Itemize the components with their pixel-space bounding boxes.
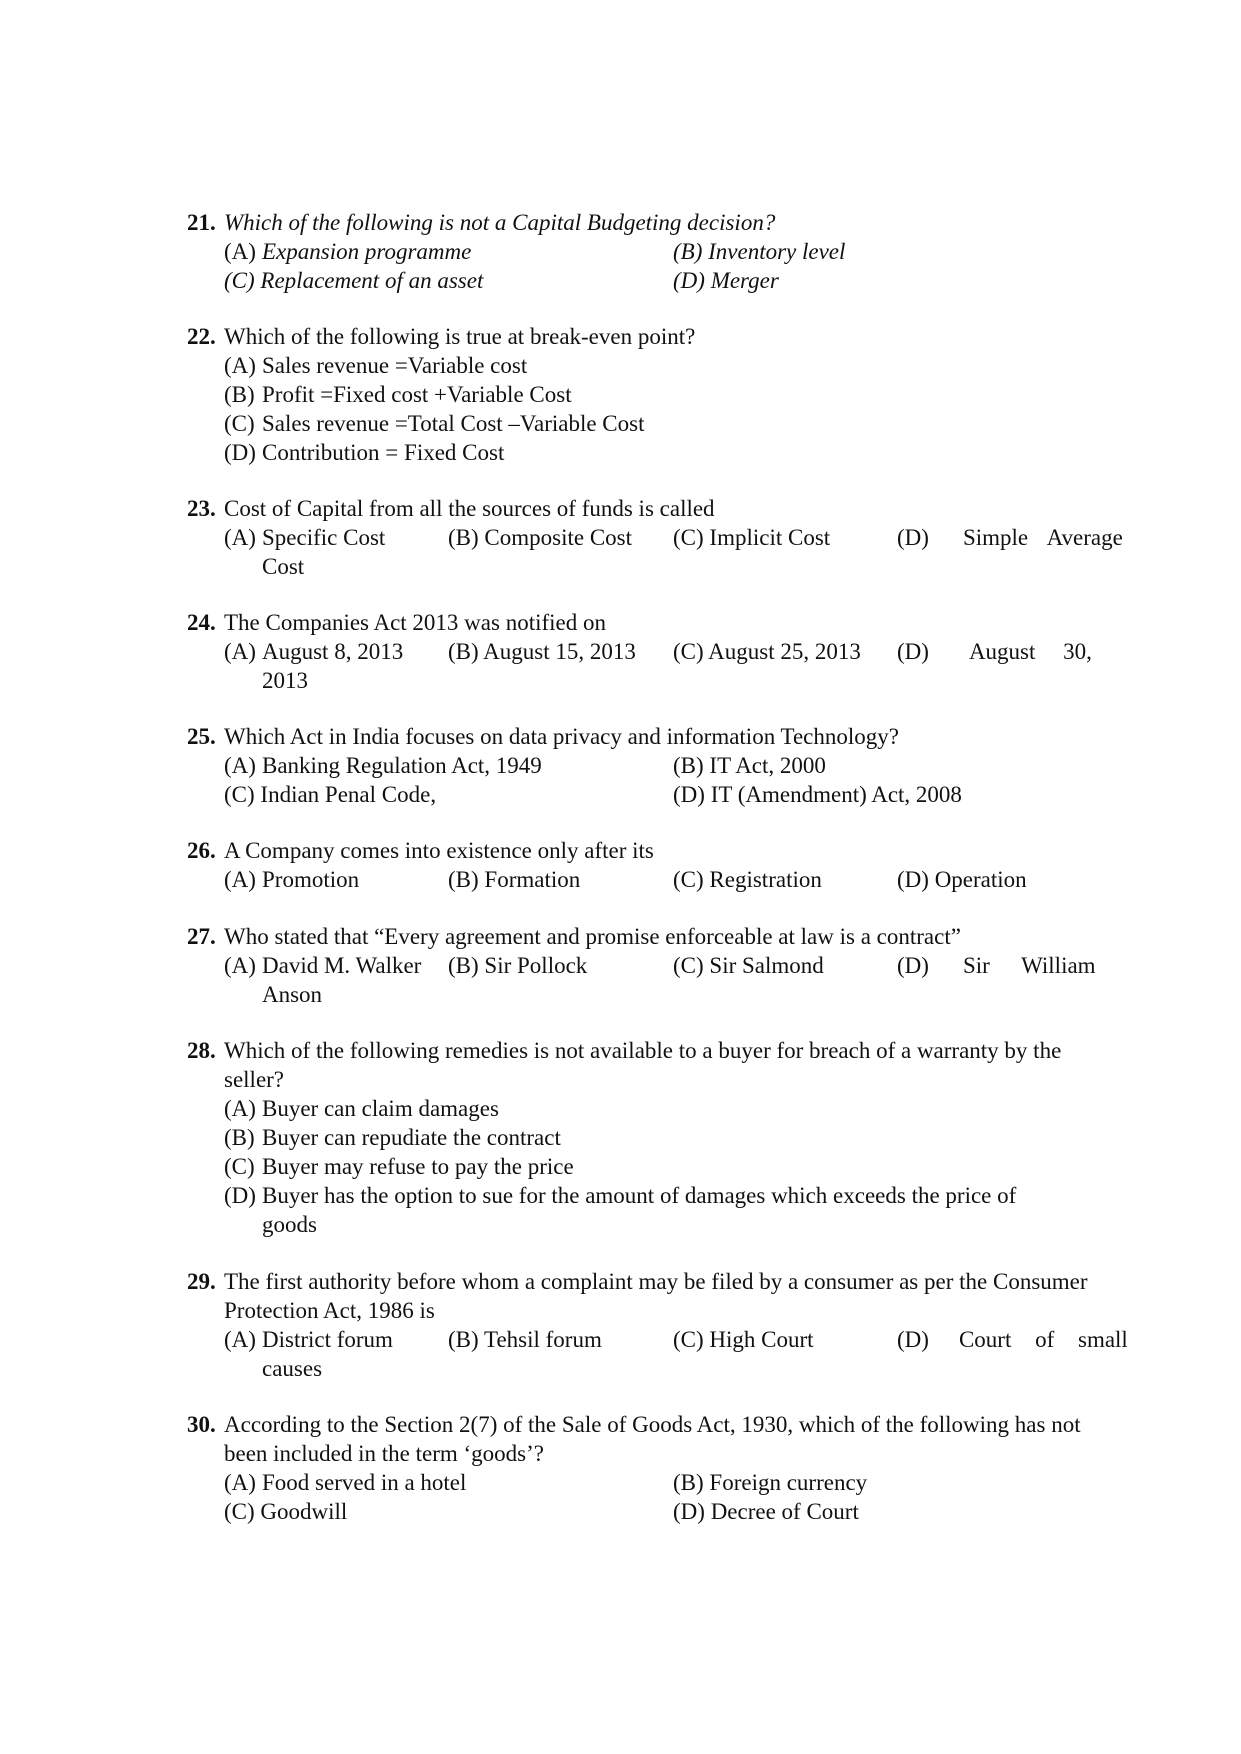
question-stem: Which of the following remedies is not available to a buyer for breach of a warranty by the seller? bbox=[224, 1038, 1062, 1092]
option-text: August 25, 2013 bbox=[708, 639, 861, 664]
option-label: (A) bbox=[224, 239, 256, 264]
option-label: (C) bbox=[224, 1499, 255, 1524]
option bbox=[673, 780, 962, 809]
option-text: Simple Average bbox=[962, 525, 1123, 550]
option-text: August 30, bbox=[968, 639, 1092, 664]
option-label: (A) bbox=[224, 525, 256, 550]
option-label: (B) bbox=[448, 1327, 479, 1352]
option-label: (D) bbox=[897, 639, 929, 664]
option-label: (D) bbox=[673, 268, 705, 293]
option-label: (A) bbox=[224, 639, 256, 664]
option bbox=[897, 637, 1092, 666]
question-number: 29. bbox=[187, 1269, 216, 1294]
option bbox=[673, 865, 822, 894]
option-label: (A) bbox=[224, 353, 256, 378]
question-number: 22. bbox=[187, 324, 216, 349]
option-label: (A) bbox=[224, 1096, 256, 1121]
option-text: Foreign currency bbox=[709, 1470, 868, 1495]
option-label: (B) bbox=[448, 867, 479, 892]
option-text: District forum bbox=[262, 1327, 393, 1352]
option-label: (B) bbox=[448, 525, 479, 550]
option-label: (B) bbox=[224, 382, 255, 407]
option-label: (A) bbox=[224, 1327, 256, 1352]
option-label: (B) bbox=[673, 1470, 704, 1495]
option-text: High Court bbox=[709, 1327, 814, 1352]
option-text: Court of small bbox=[958, 1327, 1128, 1352]
option bbox=[897, 523, 1123, 552]
option-text: Tehsil forum bbox=[484, 1327, 602, 1352]
option-continuation: Anson bbox=[262, 982, 323, 1007]
option-text: Buyer can claim damages bbox=[262, 1096, 499, 1121]
option-text: Indian Penal Code, bbox=[260, 782, 437, 807]
question-stem: The first authority before whom a complaint may be filed by a consumer as per the Consumer Protection Act, 1986 is bbox=[224, 1269, 1088, 1323]
option-label: (C) bbox=[224, 782, 255, 807]
option-continuation: 2013 bbox=[262, 668, 308, 693]
option-text: Promotion bbox=[262, 867, 360, 892]
option-label: (D) bbox=[897, 867, 929, 892]
option-text: Composite Cost bbox=[484, 525, 633, 550]
question-stem: According to the Section 2(7) of the Sale of Goods Act, 1930, which of the following has not been included in the term ‘goods’? bbox=[224, 1412, 1081, 1466]
option bbox=[897, 1325, 1128, 1354]
question-stem: Which of the following is not a Capital Budgeting decision? bbox=[224, 210, 776, 235]
option-text: Sales revenue =Variable cost bbox=[262, 353, 528, 378]
option bbox=[897, 865, 1027, 894]
question-stem: Cost of Capital from all the sources of funds is called bbox=[224, 496, 715, 521]
option-text: August 15, 2013 bbox=[483, 639, 636, 664]
question-number: 24. bbox=[187, 610, 216, 635]
option-label: (C) bbox=[673, 953, 704, 978]
option-text: Replacement of an asset bbox=[260, 268, 484, 293]
option-text: Sales revenue =Total Cost –Variable Cost bbox=[262, 411, 645, 436]
option bbox=[448, 951, 587, 980]
option bbox=[673, 1468, 867, 1497]
question-stem: Which of the following is true at break-even point? bbox=[224, 324, 696, 349]
option bbox=[224, 266, 483, 295]
option-text: Buyer can repudiate the contract bbox=[262, 1125, 561, 1150]
option-label: (D) bbox=[673, 1499, 705, 1524]
option-text: Sir Pollock bbox=[484, 953, 588, 978]
option bbox=[224, 780, 436, 809]
option bbox=[673, 637, 861, 666]
option bbox=[897, 951, 1096, 980]
option-label: (C) bbox=[673, 867, 704, 892]
option bbox=[673, 237, 845, 266]
option-label: (A) bbox=[224, 1470, 256, 1495]
option-label: (C) bbox=[224, 411, 255, 436]
option-continuation: Cost bbox=[262, 554, 305, 579]
option-label: (B) bbox=[673, 753, 704, 778]
option bbox=[448, 865, 580, 894]
option-label: (D) bbox=[224, 440, 256, 465]
option-text: Profit =Fixed cost +Variable Cost bbox=[262, 382, 572, 407]
question-stem: A Company comes into existence only after its bbox=[224, 838, 654, 863]
option-text: Formation bbox=[484, 867, 581, 892]
option-text: Specific Cost bbox=[262, 525, 386, 550]
option-text: Operation bbox=[934, 867, 1027, 892]
option-label: (C) bbox=[673, 525, 704, 550]
option-text: Contribution = Fixed Cost bbox=[262, 440, 505, 465]
option-text: Registration bbox=[709, 867, 822, 892]
option-label: (B) bbox=[448, 639, 479, 664]
question-number: 27. bbox=[187, 924, 216, 949]
option-text: Sir Salmond bbox=[709, 953, 824, 978]
option bbox=[224, 1497, 347, 1526]
option-label: (B) bbox=[448, 953, 479, 978]
option-label: (B) bbox=[673, 239, 703, 264]
option-continuation: causes bbox=[262, 1356, 323, 1381]
option-text: Goodwill bbox=[260, 1499, 348, 1524]
option-text: August 8, 2013 bbox=[262, 639, 404, 664]
question-number: 21. bbox=[187, 210, 216, 235]
option-text: Merger bbox=[710, 268, 779, 293]
option-text: David M. Walker bbox=[262, 953, 422, 978]
option-label: (C) bbox=[224, 1154, 255, 1179]
option bbox=[673, 751, 826, 780]
option-label: (D) bbox=[224, 1183, 256, 1208]
option-text: IT Act, 2000 bbox=[709, 753, 826, 778]
option bbox=[673, 951, 824, 980]
option-label: (C) bbox=[224, 268, 255, 293]
option-label: (D) bbox=[897, 953, 929, 978]
option bbox=[448, 523, 632, 552]
question-number: 28. bbox=[187, 1038, 216, 1063]
question-stem: Which Act in India focuses on data privacy and information Technology? bbox=[224, 724, 899, 749]
option bbox=[673, 266, 779, 295]
option-text: Sir William bbox=[962, 953, 1096, 978]
option-text: Implicit Cost bbox=[709, 525, 831, 550]
option-text: IT (Amendment) Act, 2008 bbox=[710, 782, 962, 807]
option-label: (D) bbox=[897, 1327, 929, 1352]
option-label: (B) bbox=[224, 1125, 255, 1150]
option-label: (A) bbox=[224, 753, 256, 778]
option bbox=[448, 637, 636, 666]
option-label: (C) bbox=[673, 1327, 704, 1352]
option-text: Banking Regulation Act, 1949 bbox=[262, 753, 542, 778]
option bbox=[448, 1325, 602, 1354]
question-number: 25. bbox=[187, 724, 216, 749]
option-label: (A) bbox=[224, 867, 256, 892]
option-text: Food served in a hotel bbox=[262, 1470, 467, 1495]
question-stem: Who stated that “Every agreement and promise enforceable at law is a contract” bbox=[224, 924, 961, 949]
option-text: Expansion programme bbox=[262, 239, 472, 264]
option-text: Decree of Court bbox=[710, 1499, 859, 1524]
option-label: (C) bbox=[673, 639, 704, 664]
question-number: 30. bbox=[187, 1412, 216, 1437]
option-continuation: goods bbox=[262, 1212, 317, 1237]
option bbox=[673, 523, 830, 552]
option-label: (D) bbox=[673, 782, 705, 807]
option-label: (D) bbox=[897, 525, 929, 550]
option-text: Buyer has the option to sue for the amount of damages which exceeds the price of bbox=[262, 1183, 1017, 1208]
option bbox=[673, 1325, 814, 1354]
option bbox=[673, 1497, 859, 1526]
question-number: 26. bbox=[187, 838, 216, 863]
question-stem: The Companies Act 2013 was notified on bbox=[224, 610, 606, 635]
option-label: (A) bbox=[224, 953, 256, 978]
option-text: Inventory level bbox=[708, 239, 846, 264]
option-text: Buyer may refuse to pay the price bbox=[262, 1154, 574, 1179]
question-number: 23. bbox=[187, 496, 216, 521]
